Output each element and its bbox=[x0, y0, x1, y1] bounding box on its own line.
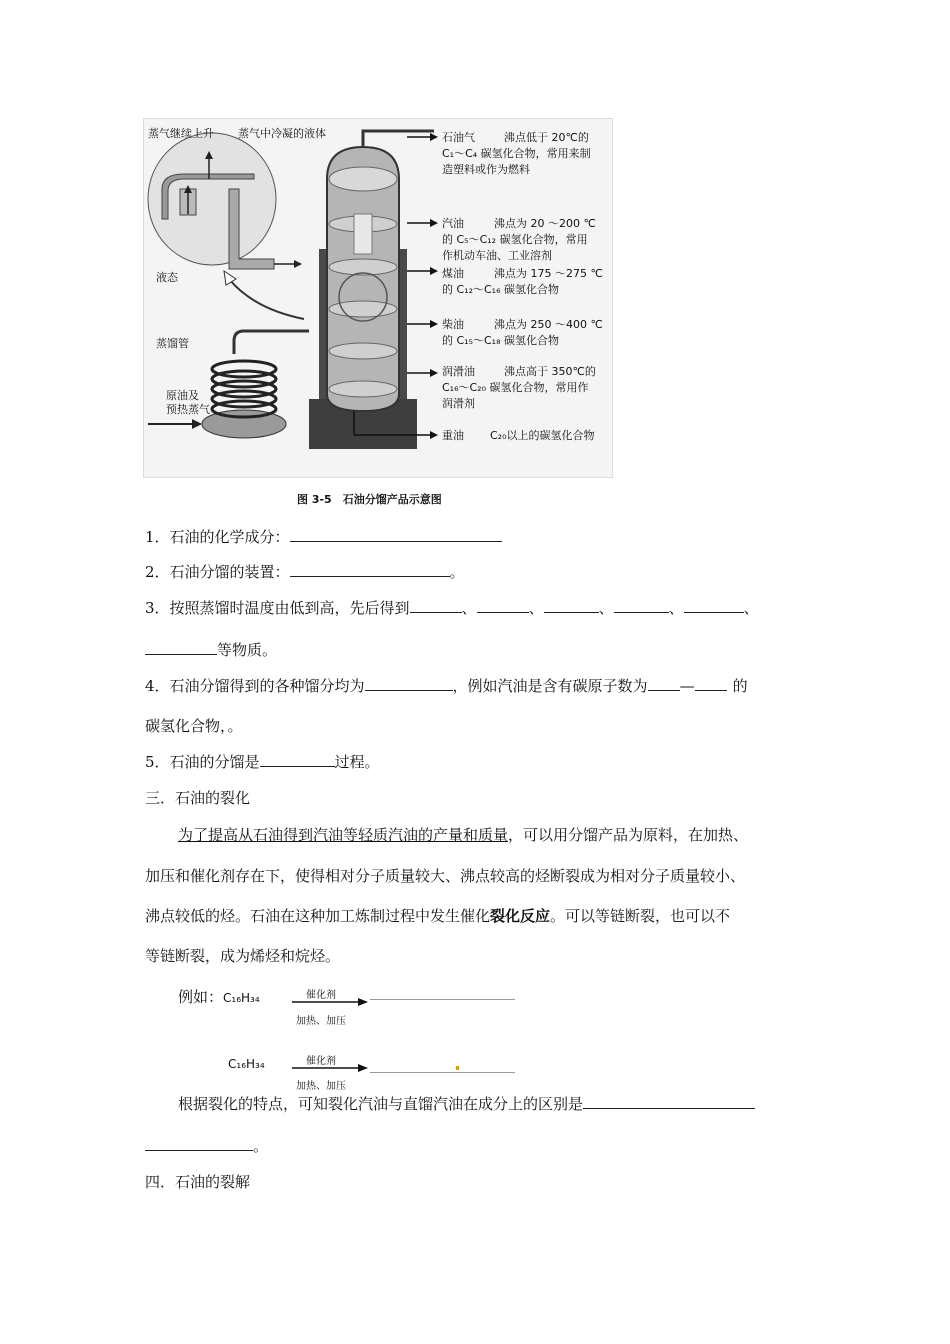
separator: 、 bbox=[743, 599, 759, 617]
question-text: 4．石油分馏得到的各种馏分均为 bbox=[145, 677, 365, 695]
label-distill-tube: 蒸馏管 bbox=[156, 337, 189, 350]
question-5 bbox=[145, 752, 380, 772]
answer-blank[interactable] bbox=[477, 598, 529, 613]
bold-term: 裂化反应 bbox=[490, 907, 551, 925]
answer-blank[interactable] bbox=[145, 1136, 253, 1151]
fractionation-diagram bbox=[143, 118, 613, 478]
product-desc: 作机动车油、工业溶剂 bbox=[442, 249, 552, 262]
conditions-label: 加热、加压 bbox=[296, 1016, 346, 1027]
answer-blank[interactable] bbox=[684, 598, 744, 613]
product-desc: 润滑剂 bbox=[442, 397, 475, 410]
separator: 、 bbox=[598, 599, 614, 617]
catalyst-label: 催化剂 bbox=[306, 990, 336, 1001]
question-text: 等物质。 bbox=[217, 641, 278, 659]
product-desc: C₁～C₄ 碳氢化合物，常用来制 bbox=[442, 147, 591, 160]
product-name: 汽油 bbox=[442, 217, 464, 230]
answer-blank[interactable] bbox=[695, 676, 727, 691]
product-desc: 的 C₁₅～C₁₈ 碳氢化合物 bbox=[442, 334, 559, 347]
reaction-arrow-icon bbox=[292, 998, 368, 1006]
separator: 、 bbox=[668, 599, 684, 617]
product-desc: 沸点为 175 ～275 ℃ bbox=[494, 267, 603, 280]
paragraph-line bbox=[178, 1094, 755, 1114]
label-crude-a: 原油及 bbox=[166, 389, 199, 402]
answer-blank[interactable] bbox=[365, 676, 453, 691]
product-desc: 的 C₅～C₁₂ 碳氢化合物，常用 bbox=[442, 233, 588, 246]
section-3-heading: 三．石油的裂化 bbox=[145, 789, 251, 807]
product-desc: 沸点低于 20℃的 bbox=[504, 131, 589, 144]
answer-blank[interactable] bbox=[410, 598, 462, 613]
product-desc: 的 C₁₂～C₁₆ 碳氢化合物 bbox=[442, 283, 559, 296]
paragraph-line bbox=[178, 825, 748, 845]
separator: 、 bbox=[528, 599, 544, 617]
product-desc: 沸点高于 350℃的 bbox=[504, 365, 596, 378]
punctuation: 。 bbox=[253, 1137, 269, 1155]
question-text: 5．石油的分馏是 bbox=[145, 753, 260, 771]
question-text: ，例如汽油是含有碳原子数为 bbox=[452, 677, 648, 695]
question-3-cont bbox=[145, 640, 277, 660]
mark-dot bbox=[456, 1066, 459, 1070]
product-name: 润滑油 bbox=[442, 365, 475, 378]
paragraph-line bbox=[145, 1136, 268, 1156]
question-4-cont: 碳氢化合物，。 bbox=[145, 717, 243, 735]
paragraph-text: 沸点较低的烃。石油在这种加工炼制过程中发生催化 bbox=[145, 907, 491, 925]
example-label bbox=[178, 987, 260, 1008]
section-4-heading: 四．石油的裂解 bbox=[145, 1173, 251, 1191]
product-desc: 沸点为 20 ～200 ℃ bbox=[494, 217, 596, 230]
product-desc: C₂₀以上的碳氢化合物 bbox=[490, 429, 595, 442]
question-text: 3．按照蒸馏时温度由低到高，先后得到 bbox=[145, 599, 410, 617]
formula: C₁₆H₃₄ bbox=[228, 1057, 265, 1071]
paragraph-text: 。可以等链断裂，也可以不 bbox=[550, 907, 731, 925]
product-name: 重油 bbox=[442, 429, 464, 442]
paragraph-text: 根据裂化的特点，可知裂化汽油与直馏汽油在成分上的区别是 bbox=[178, 1095, 584, 1113]
paragraph-line: 加压和催化剂存在下，使得相对分子质量较大、沸点较高的烃断裂成为相对分子质量较小、 bbox=[145, 867, 746, 885]
product-name: 柴油 bbox=[442, 318, 464, 331]
answer-blank[interactable] bbox=[260, 752, 335, 767]
formula: C₁₆H₃₄ bbox=[223, 991, 260, 1005]
question-1 bbox=[145, 527, 502, 547]
separator: 、 bbox=[461, 599, 477, 617]
paragraph-text: ，可以用分馏产品为原料，在加热、 bbox=[508, 826, 749, 844]
dash: — bbox=[679, 677, 695, 695]
answer-blank[interactable] bbox=[614, 598, 669, 613]
question-text: 的 bbox=[732, 677, 748, 695]
catalyst-label: 催化剂 bbox=[306, 1056, 336, 1067]
answer-blank[interactable] bbox=[583, 1094, 755, 1109]
answer-blank[interactable] bbox=[648, 676, 680, 691]
product-name: 煤油 bbox=[442, 267, 464, 280]
paragraph-line bbox=[145, 906, 730, 926]
product-desc: 沸点为 250 ～400 ℃ bbox=[494, 318, 603, 331]
label-crude-b: 预热蒸气 bbox=[166, 403, 210, 416]
question-text: 过程。 bbox=[334, 753, 380, 771]
underlined-text: 为了提高从石油得到汽油等轻质汽油的产量和质量 bbox=[178, 826, 509, 844]
answer-blank[interactable] bbox=[370, 1072, 515, 1073]
product-desc: 造塑料或作为燃料 bbox=[442, 163, 530, 176]
example-text: 例如： bbox=[178, 988, 224, 1006]
reaction-arrow-icon bbox=[292, 1064, 368, 1072]
question-4 bbox=[145, 676, 748, 696]
label-vapor-condense: 蒸气中冷凝的液体 bbox=[238, 127, 326, 140]
answer-blank[interactable] bbox=[290, 527, 502, 542]
label-vapor-rise: 蒸气继续上升 bbox=[148, 127, 214, 140]
answer-blank[interactable] bbox=[544, 598, 599, 613]
answer-blank[interactable] bbox=[370, 999, 515, 1000]
product-name: 石油气 bbox=[442, 131, 475, 144]
answer-blank[interactable] bbox=[145, 640, 217, 655]
conditions-label: 加热、加压 bbox=[296, 1081, 346, 1092]
label-liquid: 液态 bbox=[156, 271, 178, 284]
punctuation: 。 bbox=[449, 563, 465, 581]
paragraph-line: 等链断裂，成为烯烃和烷烃。 bbox=[145, 947, 341, 965]
question-2 bbox=[145, 562, 465, 582]
product-desc: C₁₆～C₂₀ 碳氢化合物，常用作 bbox=[442, 381, 589, 394]
question-3 bbox=[145, 598, 759, 618]
question-text: 1．石油的化学成分： bbox=[145, 528, 290, 546]
fractionation-tower-illustration bbox=[144, 119, 612, 477]
question-text: 2．石油分馏的装置： bbox=[145, 563, 290, 581]
figure-caption: 图 3-5 石油分馏产品示意图 bbox=[297, 493, 442, 506]
answer-blank[interactable] bbox=[290, 562, 450, 577]
